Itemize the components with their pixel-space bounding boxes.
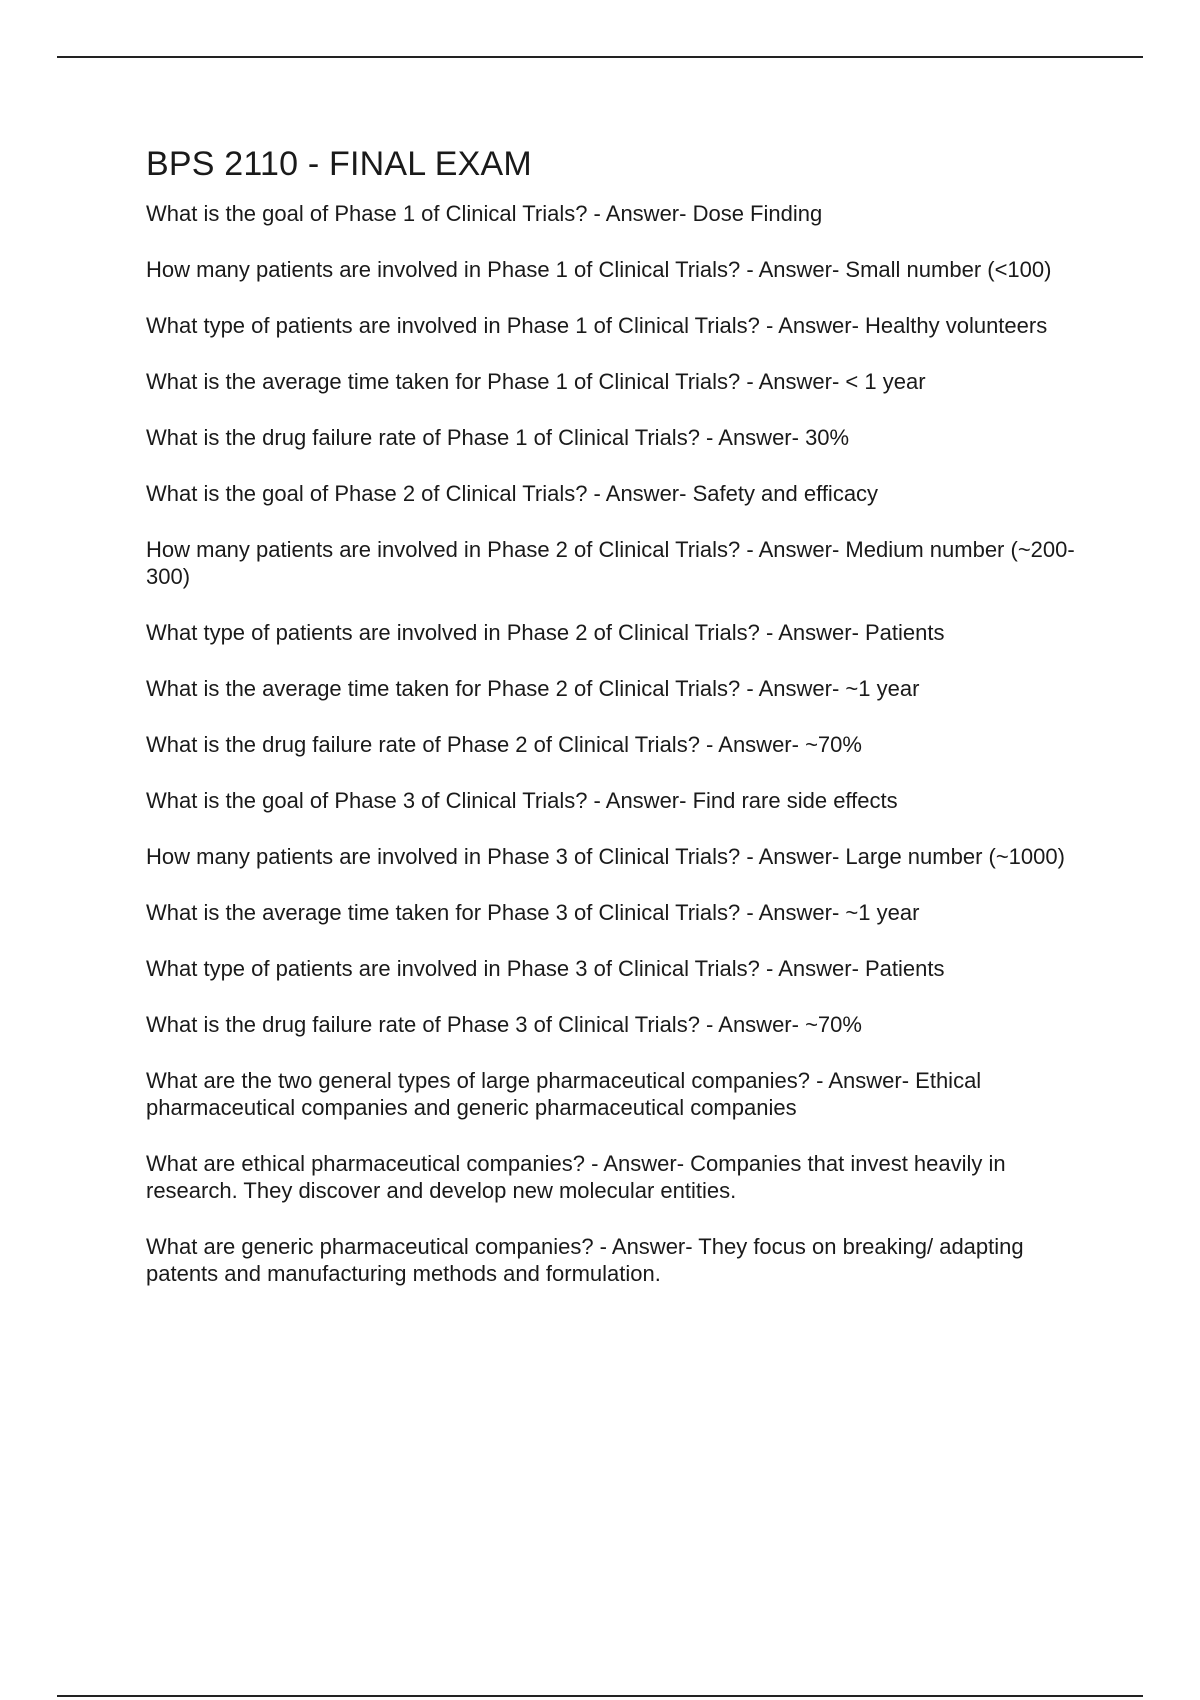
qa-item: What is the average time taken for Phase 3 of Clinical Trials? - Answer- ~1 year: [146, 900, 920, 925]
qa-item: What is the drug failure rate of Phase 1 of Clinical Trials? - Answer- 30%: [146, 425, 850, 450]
document-body: [146, 142, 1086, 1316]
bottom-rule: [57, 1695, 1143, 1697]
qa-item: How many patients are involved in Phase 2 of Clinical Trials? - Answer- Medium number (~200-300): [146, 537, 1075, 589]
qa-list: [146, 200, 1086, 1287]
qa-item: What is the goal of Phase 3 of Clinical Trials? - Answer- Find rare side effects: [146, 788, 898, 813]
document-title: BPS 2110 - FINAL EXAM: [146, 145, 532, 183]
qa-item: What are the two general types of large pharmaceutical companies? - Answer- Ethical pharmaceutical companies and generic pharmaceutical companies: [146, 1068, 982, 1120]
qa-item: How many patients are involved in Phase 1 of Clinical Trials? - Answer- Small number (<100): [146, 257, 1052, 282]
qa-item: What is the average time taken for Phase 2 of Clinical Trials? - Answer- ~1 year: [146, 676, 920, 701]
qa-item: What type of patients are involved in Phase 1 of Clinical Trials? - Answer- Healthy volunteers: [146, 313, 1048, 338]
qa-item: What is the goal of Phase 2 of Clinical Trials? - Answer- Safety and efficacy: [146, 481, 879, 506]
qa-item: What is the average time taken for Phase 1 of Clinical Trials? - Answer- < 1 year: [146, 369, 926, 394]
top-rule: [57, 56, 1143, 58]
qa-item: What is the drug failure rate of Phase 2 of Clinical Trials? - Answer- ~70%: [146, 732, 862, 757]
qa-item: What are generic pharmaceutical companies? - Answer- They focus on breaking/ adapting patents and manufacturing methods and formulation.: [146, 1234, 1024, 1286]
qa-item: What type of patients are involved in Phase 2 of Clinical Trials? - Answer- Patients: [146, 620, 945, 645]
qa-item: What is the goal of Phase 1 of Clinical Trials? - Answer- Dose Finding: [146, 201, 823, 226]
qa-item: What are ethical pharmaceutical companies? - Answer- Companies that invest heavily in research. They discover and develop new molecular entities.: [146, 1151, 1006, 1203]
qa-item: What is the drug failure rate of Phase 3 of Clinical Trials? - Answer- ~70%: [146, 1012, 862, 1037]
qa-item: What type of patients are involved in Phase 3 of Clinical Trials? - Answer- Patients: [146, 956, 945, 981]
qa-item: How many patients are involved in Phase 3 of Clinical Trials? - Answer- Large number (~1000): [146, 844, 1065, 869]
